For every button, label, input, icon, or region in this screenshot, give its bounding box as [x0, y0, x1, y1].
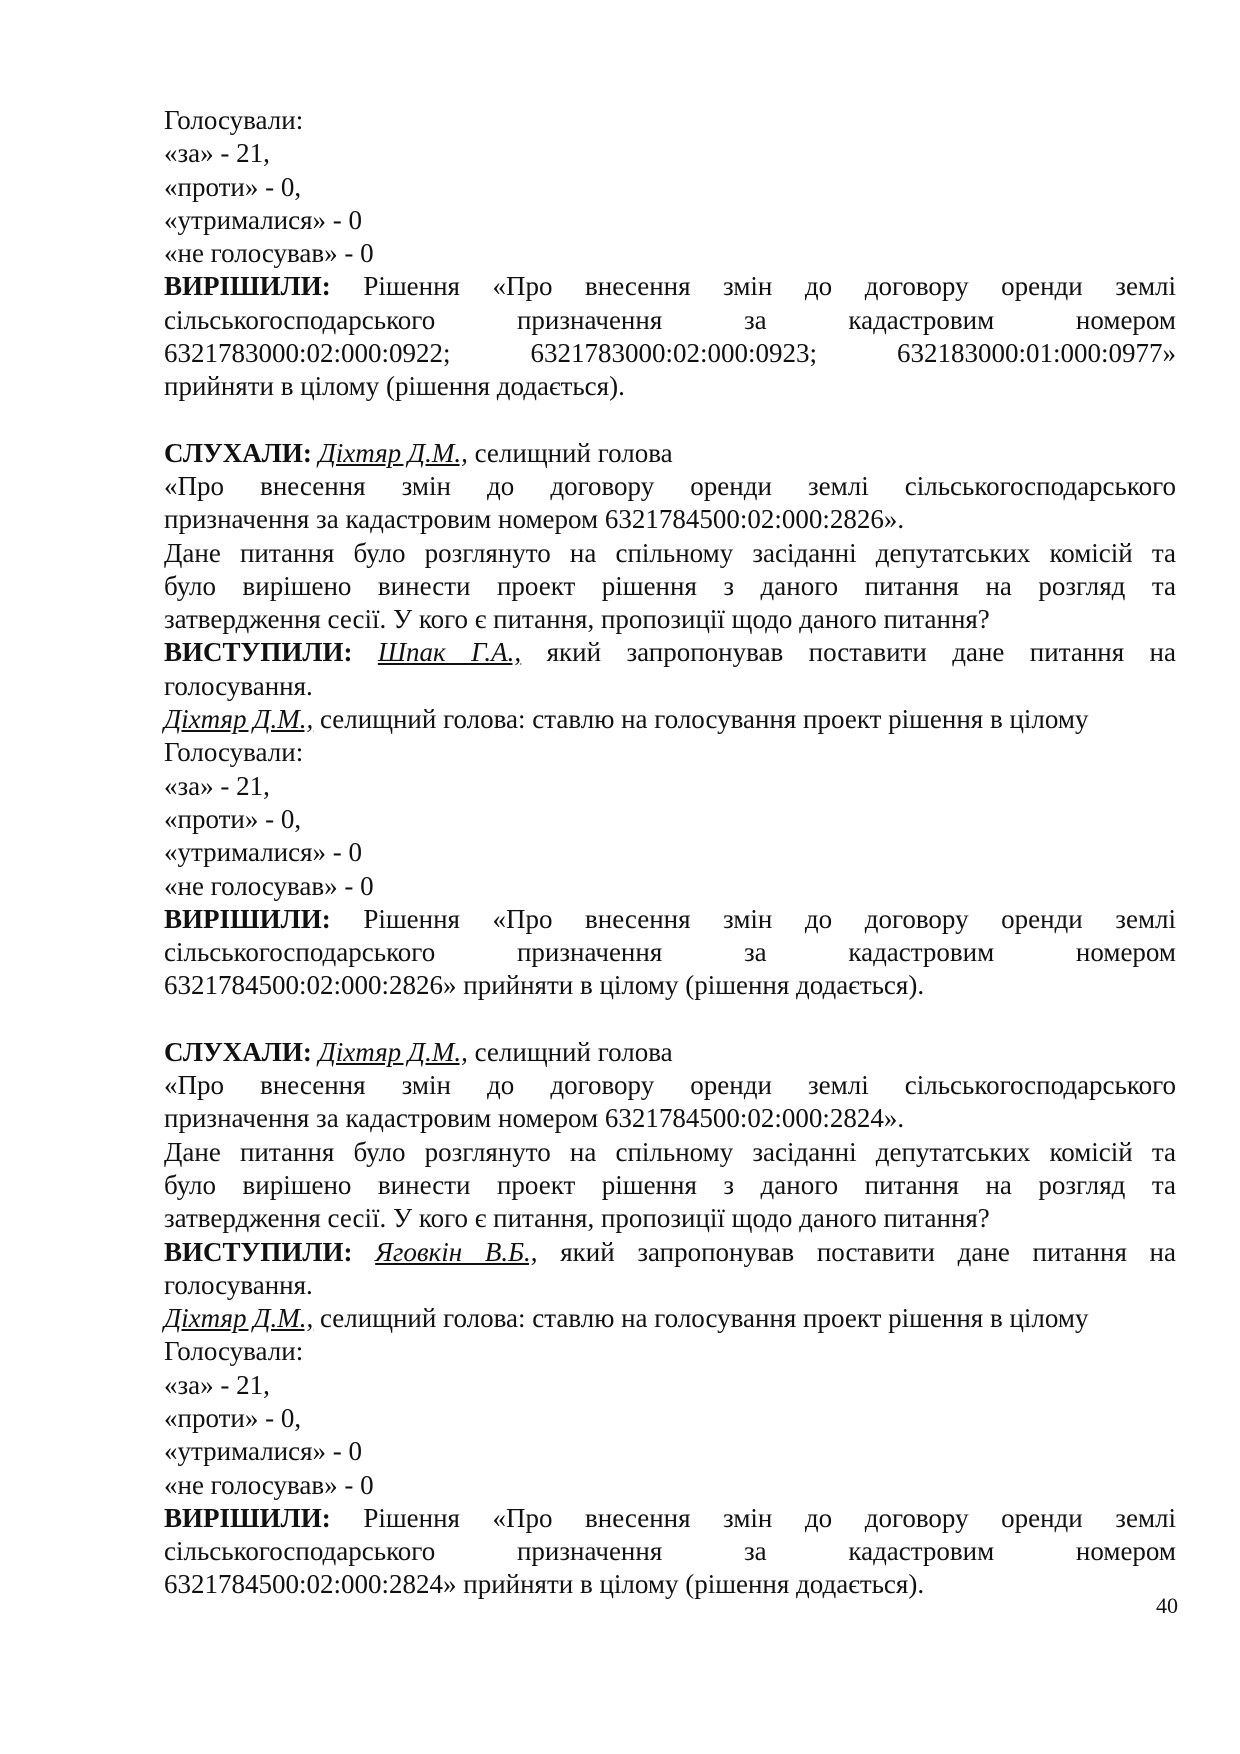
agenda-item-2824	[164, 1036, 1176, 1602]
heard-label: СЛУХАЛИ:	[164, 437, 312, 468]
vote-abstained: «утрималися» - 0	[164, 204, 363, 235]
decided-label: ВИРІШИЛИ:	[164, 1502, 331, 1533]
document-page	[164, 104, 1176, 1602]
spoke-line: ВИСТУПИЛИ: Шпак Г.А., який запропонував поставити дане питання на	[164, 637, 1176, 668]
topic-line: «Про внесення змін до договору оренди землі сільськогосподарського	[164, 1070, 1176, 1101]
discussion-line: було вирішено винести проект рішення з даного питання на розгляд та	[164, 570, 1176, 601]
decision-block-1	[164, 270, 1176, 403]
decision-line: сільськогосподарського призначення за кадастровим номером	[164, 1536, 1176, 1567]
topic-line: «Про внесення змін до договору оренди землі сільськогосподарського	[164, 470, 1176, 501]
speaker-name: Діхтяр Д.М.,	[318, 1036, 468, 1067]
vote-for: «за» - 21,	[164, 138, 270, 169]
vote-against: «проти» - 0,	[164, 1402, 302, 1433]
voted-label: Голосували:	[164, 737, 304, 768]
paragraph-gap	[164, 404, 1176, 437]
spoke-label: ВИСТУПИЛИ:	[164, 637, 353, 668]
decided-label: ВИРІШИЛИ:	[164, 271, 331, 302]
vote-not-voted: «не голосував» - 0	[164, 1469, 374, 1500]
discussion-line: було вирішено винести проект рішення з даного питання на розгляд та	[164, 1169, 1176, 1200]
discussion-line: затвердження сесії. У кого є питання, пропозиції щодо даного питання?	[164, 604, 990, 635]
decision-line: 6321784500:02:000:2826» прийняти в цілому (рішення додається).	[164, 970, 925, 1001]
decision-line: ВИРІШИЛИ: Рішення «Про внесення змін до договору оренди землі	[164, 1502, 1176, 1533]
vote-not-voted: «не голосував» - 0	[164, 238, 374, 269]
decision-line: ВИРІШИЛИ: Рішення «Про внесення змін до договору оренди землі	[164, 903, 1176, 934]
chair-name: Діхтяр Д.М.,	[164, 1303, 314, 1334]
page-number: 40	[1156, 1593, 1178, 1618]
decision-line: сільськогосподарського призначення за кадастровим номером	[164, 937, 1176, 968]
heard-label: СЛУХАЛИ:	[164, 1036, 312, 1067]
decision-line: 6321784500:02:000:2824» прийняти в цілому (рішення додається).	[164, 1569, 925, 1600]
speaker-name: Яговкін В.Б.,	[375, 1236, 538, 1267]
spoke-line: голосування.	[164, 1269, 313, 1300]
speaker-name: Шпак Г.А.,	[377, 637, 522, 668]
decision-line: сільськогосподарського призначення за кадастровим номером	[164, 304, 1176, 335]
topic-line: призначення за кадастровим номером 6321784500:02:000:2824».	[164, 1103, 905, 1134]
discussion-line: Дане питання було розглянуто на спільному засіданні депутатських комісій та	[164, 537, 1176, 568]
vote-against: «проти» - 0,	[164, 171, 302, 202]
voting-block-1	[164, 104, 1176, 270]
speaker-name: Діхтяр Д.М.,	[318, 437, 468, 468]
decision-line: 6321783000:02:000:0922; 6321783000:02:000:0923; 632183000:01:000:0977»	[164, 338, 1176, 369]
agenda-item-2826	[164, 437, 1176, 1003]
spoke-label: ВИСТУПИЛИ:	[164, 1236, 353, 1267]
heard-line: СЛУХАЛИ: Діхтяр Д.М., селищний голова	[164, 1036, 673, 1067]
vote-abstained: «утрималися» - 0	[164, 837, 363, 868]
chair-line: Діхтяр Д.М., селищний голова: ставлю на голосування проект рішення в цілому	[164, 1303, 1089, 1334]
discussion-line: затвердження сесії. У кого є питання, пропозиції щодо даного питання?	[164, 1203, 990, 1234]
spoke-line: голосування.	[164, 670, 313, 701]
vote-abstained: «утрималися» - 0	[164, 1436, 363, 1467]
topic-line: призначення за кадастровим номером 6321784500:02:000:2826».	[164, 504, 905, 535]
spoke-line: ВИСТУПИЛИ: Яговкін В.Б., який запропонував поставити дане питання на	[164, 1236, 1176, 1267]
voted-label: Голосували:	[164, 1336, 304, 1367]
vote-against: «проти» - 0,	[164, 803, 302, 834]
decided-label: ВИРІШИЛИ:	[164, 903, 331, 934]
chair-line: Діхтяр Д.М., селищний голова: ставлю на голосування проект рішення в цілому	[164, 704, 1089, 735]
paragraph-gap	[164, 1003, 1176, 1036]
vote-not-voted: «не голосував» - 0	[164, 870, 374, 901]
heard-line: СЛУХАЛИ: Діхтяр Д.М., селищний голова	[164, 437, 673, 468]
vote-for: «за» - 21,	[164, 1369, 270, 1400]
vote-for: «за» - 21,	[164, 770, 270, 801]
discussion-line: Дане питання було розглянуто на спільному засіданні депутатських комісій та	[164, 1136, 1176, 1167]
chair-name: Діхтяр Д.М.,	[164, 704, 314, 735]
voted-label: Голосували:	[164, 105, 304, 135]
decision-line: прийняти в цілому (рішення додається).	[164, 371, 625, 402]
decision-line: ВИРІШИЛИ: Рішення «Про внесення змін до договору оренди землі	[164, 271, 1176, 302]
